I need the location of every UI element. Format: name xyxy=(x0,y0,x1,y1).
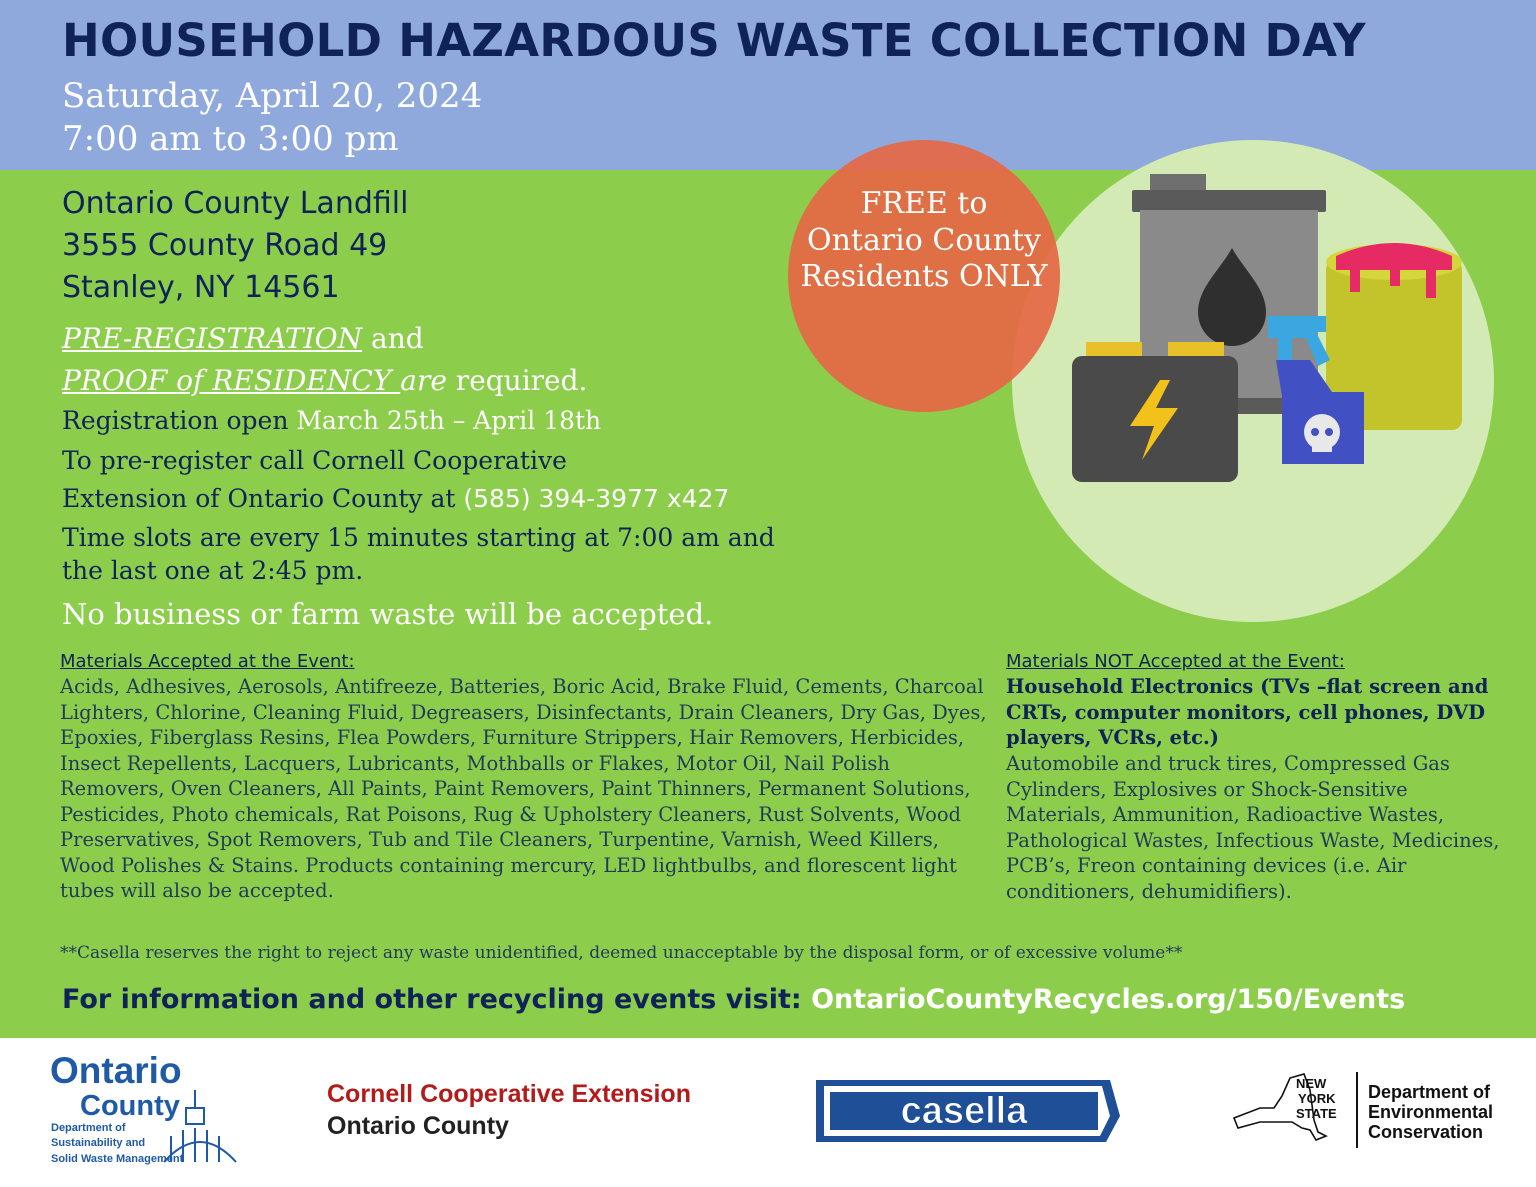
dec-logo-line-1: Department of xyxy=(1368,1082,1491,1102)
ontario-logo-word-2: County xyxy=(80,1090,180,1122)
dec-logo-line-3: Conservation xyxy=(1368,1122,1484,1142)
not-accepted-heading xyxy=(1006,651,1345,672)
accepted-materials-list: Acids, Adhesives, Aerosols, Antifreeze, Batteries, Boric Acid, Brake Fluid, Cements, Charcoal Lighters, Chlorine, Cleaning Fluid, Degreasers, Disinfectants, Drain Cleaners, Dry Gas, Dyes, Epoxies, Fiberglass Resins, Flea Powders, Furniture Strippers, Hair Removers, Herbicides, Insect Repellents, Lacquers, Lubricants, Mothballs or Flakes, Motor Oil, Nail Polish Removers, Oven Cleaners, All Paints, Paint Removers, Paint Thinners, Permanent Solutions, Pesticides, Photo chemicals, Rat Poisons, Rug & Upholstery Cleaners, Rust Solvents, Wood Preservatives, Spot Removers, Tub and Tile Cleaners, Turpentine, Varnish, Weed Killers, Wood Polishes & Stains. Products containing mercury, LED lightbulbs, and florescent light tubes will also be accepted. xyxy=(60,675,987,902)
accepted-heading xyxy=(60,651,355,672)
extension-label: Extension of Ontario County at xyxy=(62,484,464,513)
pre-registration-text: PRE-REGISTRATION xyxy=(62,322,363,355)
registration-call-line: To pre-register call Cornell Cooperative xyxy=(62,446,567,475)
casella-logo-text: casella xyxy=(900,1090,1028,1132)
not-accepted-materials-list: Automobile and truck tires, Compressed Gas Cylinders, Explosives or Shock-Sensitive Materials, Ammunition, Radioactive Wastes, Pathological Wastes, Infectious Waste, Medicines, PCB’s, Freon containing devices (i.e. Air conditioners, dehumidifiers). xyxy=(1006,752,1500,903)
required-text: required. xyxy=(446,364,588,397)
new-york-state-map-icon xyxy=(1230,1070,1360,1150)
time-slots-line-2: the last one at 2:45 pm. xyxy=(62,556,364,585)
not-accepted-electronics: Household Electronics (TVs –flat screen and CRTs, computer monitors, cell phones, DVD players, VCRs, etc.) xyxy=(1006,675,1489,749)
cce-logo-line-1: Cornell Cooperative Extension xyxy=(327,1080,691,1108)
ontario-logo-sub-1: Department of xyxy=(51,1122,126,1134)
free-badge-text: FREE to Ontario County Residents ONLY xyxy=(800,186,1048,294)
page-title: HOUSEHOLD HAZARDOUS WASTE COLLECTION DAY xyxy=(62,14,1366,67)
accepted-heading-colon: : xyxy=(348,651,355,672)
requirement-line-2 xyxy=(62,364,587,397)
info-label: For information and other recycling events visit: xyxy=(62,984,812,1015)
event-time: 7:00 am to 3:00 pm xyxy=(62,119,399,159)
accepted-heading-text: Materials Accepted at the Event xyxy=(60,651,349,672)
casella-logo xyxy=(810,1076,1122,1146)
registration-open-dates: March 25th – April 18th xyxy=(296,406,602,435)
not-accepted-heading-text: Materials NOT Accepted at the Event xyxy=(1006,651,1339,672)
dec-logo-divider xyxy=(1356,1072,1358,1148)
ontario-logo-sub-3: Solid Waste Management xyxy=(51,1153,184,1165)
registration-open-label: Registration open xyxy=(62,406,297,435)
time-slots-line-1: Time slots are every 15 minutes starting at 7:00 am and xyxy=(62,523,775,552)
disclaimer: **Casella reserves the right to reject any waste unidentified, deemed unacceptable by the disposal form, or of excessive volume** xyxy=(60,943,1183,963)
not-accepted-heading-colon: : xyxy=(1338,651,1345,672)
and-text: and xyxy=(362,322,424,355)
nys-logo-line-1: NEW xyxy=(1296,1076,1327,1091)
location-street: 3555 County Road 49 xyxy=(62,228,388,263)
dec-logo-line-2: Environmental xyxy=(1368,1102,1494,1122)
registration-dates xyxy=(62,406,601,435)
no-business-notice: No business or farm waste will be accepted. xyxy=(62,597,714,631)
ontario-logo-word-1: Ontario xyxy=(50,1050,182,1091)
event-date: Saturday, April 20, 2024 xyxy=(62,76,483,116)
phone-number[interactable]: (585) 394-3977 x427 xyxy=(463,484,730,513)
info-url-link[interactable]: OntarioCountyRecycles.org/150/Events xyxy=(811,984,1406,1015)
nys-logo-line-2: YORK xyxy=(1298,1091,1336,1106)
location-city: Stanley, NY 14561 xyxy=(62,270,340,305)
info-line xyxy=(62,984,1405,1015)
requirement-line-1 xyxy=(62,322,424,355)
nys-logo-line-3: STATE xyxy=(1296,1106,1337,1121)
proof-of-residency-text: PROOF of RESIDENCY xyxy=(62,364,401,397)
location-name: Ontario County Landfill xyxy=(62,186,409,221)
cce-logo-line-2: Ontario County xyxy=(327,1112,509,1140)
are-text: are xyxy=(400,364,447,397)
hazard-illustration xyxy=(1060,170,1470,500)
registration-extension-line xyxy=(62,484,729,513)
ontario-logo-sub-2: Sustainability and xyxy=(51,1137,146,1149)
